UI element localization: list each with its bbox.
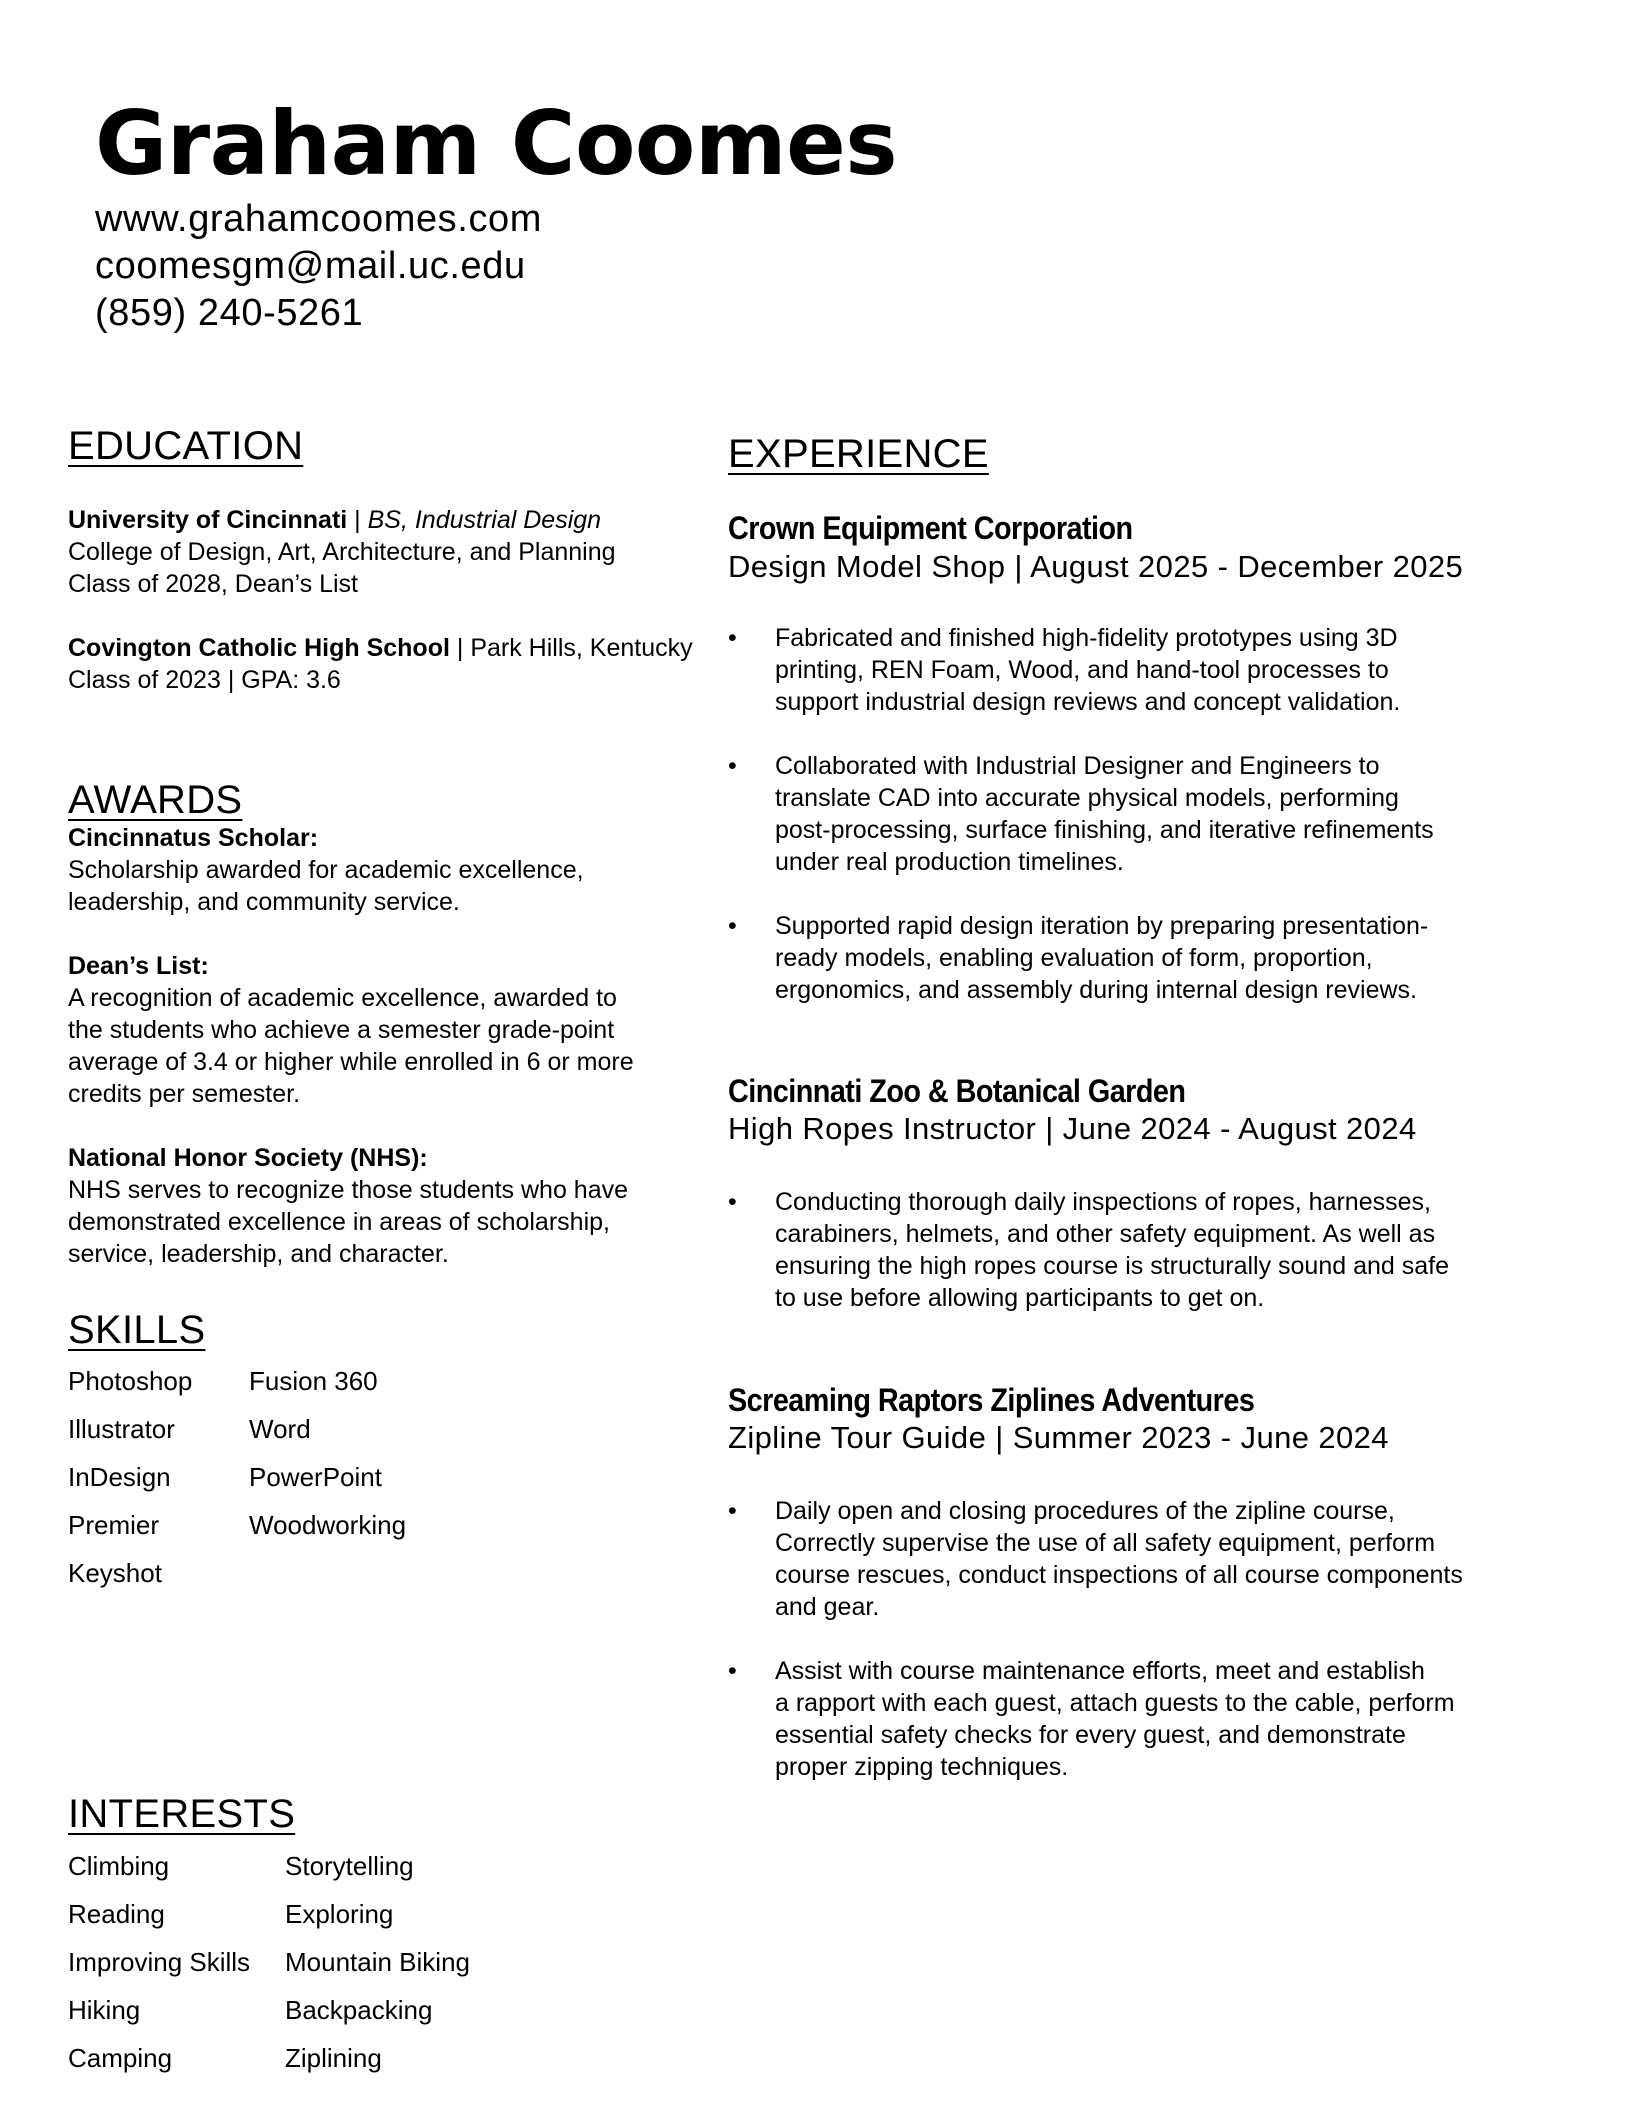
- interest-item: Backpacking: [285, 1995, 433, 2025]
- education-heading: EDUCATION: [68, 424, 304, 468]
- bullet-line: Correctly supervise the use of all safety equipment, perform: [775, 1529, 1436, 1557]
- interests-heading: INTERESTS: [68, 1792, 296, 1836]
- interest-item: Mountain Biking: [285, 1947, 470, 1977]
- award-desc-line: leadership, and community service.: [68, 888, 460, 916]
- skills-heading: SKILLS: [68, 1308, 206, 1352]
- list-item: [728, 910, 1528, 1006]
- award-deans-list: [68, 950, 634, 1110]
- list-item: [728, 1186, 1528, 1314]
- award-desc-line: service, leadership, and character.: [68, 1240, 449, 1268]
- experience-heading: EXPERIENCE: [728, 432, 989, 476]
- job-company: Cincinnati Zoo & Botanical Garden: [728, 1073, 1186, 1109]
- bullet-line: under real production timelines.: [775, 848, 1124, 876]
- interests-column-2: [285, 1842, 470, 2082]
- bullet-line: a rapport with each guest, attach guests to the cable, perform: [775, 1689, 1455, 1717]
- college-line: College of Design, Art, Architecture, and Planning: [68, 538, 616, 566]
- skill-item: PowerPoint: [249, 1462, 382, 1492]
- candidate-name: Graham Coomes: [95, 92, 898, 195]
- job-role: Design Model Shop | August 2025 - December 2025: [728, 549, 1464, 584]
- award-name: Dean’s List:: [68, 952, 209, 980]
- list-item: [728, 622, 1528, 718]
- interest-item: Storytelling: [285, 1851, 414, 1881]
- job-bullets: [728, 1495, 1528, 1815]
- interest-item: Exploring: [285, 1899, 394, 1929]
- job-role: Zipline Tour Guide | Summer 2023 - June 2024: [728, 1420, 1389, 1455]
- skills-column-2: [249, 1357, 406, 1549]
- award-desc-line: NHS serves to recognize those students who have: [68, 1176, 629, 1204]
- award-name: Cincinnatus Scholar:: [68, 824, 319, 852]
- bullet-icon: •: [728, 1497, 737, 1525]
- bullet-line: carabiners, helmets, and other safety equipment. As well as: [775, 1220, 1436, 1248]
- bullet-line: ready models, enabling evaluation of form, proportion,: [775, 944, 1373, 972]
- interest-item: Hiking: [68, 1995, 141, 2025]
- bullet-line: Fabricated and finished high-fidelity prototypes using 3D: [775, 624, 1398, 652]
- bullet-line: course rescues, conduct inspections of all course components: [775, 1561, 1463, 1589]
- bullet-icon: •: [728, 752, 737, 780]
- school-name: University of Cincinnati: [68, 506, 348, 534]
- job-company: Crown Equipment Corporation: [728, 510, 1133, 546]
- award-name: National Honor Society (NHS):: [68, 1144, 428, 1172]
- contact-block: [95, 196, 542, 337]
- phone-number: (859) 240-5261: [95, 292, 364, 334]
- email-link[interactable]: coomesgm@mail.uc.edu: [95, 245, 526, 287]
- class-line: Class of 2028, Dean’s List: [68, 570, 358, 598]
- skill-item: Keyshot: [68, 1558, 162, 1588]
- bullet-line: essential safety checks for every guest, and demonstrate: [775, 1721, 1406, 1749]
- awards-heading: AWARDS: [68, 778, 243, 822]
- bullet-line: ensuring the high ropes course is structurally sound and safe: [775, 1252, 1449, 1280]
- bullet-line: to use before allowing participants to get on.: [775, 1284, 1265, 1312]
- interest-item: Climbing: [68, 1851, 170, 1881]
- skill-item: Word: [249, 1414, 311, 1444]
- skill-item: InDesign: [68, 1462, 171, 1492]
- award-desc-line: demonstrated excellence in areas of scholarship,: [68, 1208, 610, 1236]
- degree: BS, Industrial Design: [367, 506, 602, 534]
- bullet-line: support industrial design reviews and concept validation.: [775, 688, 1401, 716]
- award-desc-line: average of 3.4 or higher while enrolled in 6 or more: [68, 1048, 634, 1076]
- list-item: [728, 1655, 1528, 1783]
- award-desc-line: A recognition of academic excellence, awarded to: [68, 984, 617, 1012]
- bullet-line: translate CAD into accurate physical models, performing: [775, 784, 1399, 812]
- skill-item: Premier: [68, 1510, 160, 1540]
- bullet-line: proper zipping techniques.: [775, 1753, 1069, 1781]
- bullet-line: Supported rapid design iteration by preparing presentation-: [775, 912, 1429, 940]
- bullet-icon: •: [728, 1188, 737, 1216]
- interest-item: Improving Skills: [68, 1947, 251, 1977]
- bullet-line: Assist with course maintenance efforts, meet and establish: [775, 1657, 1425, 1685]
- school-name: Covington Catholic High School: [68, 634, 450, 662]
- job-bullets: [728, 1186, 1528, 1346]
- separator: |: [449, 634, 471, 662]
- skill-item: Fusion 360: [249, 1366, 378, 1396]
- education-entry-ccs: [68, 632, 693, 696]
- skill-item: Photoshop: [68, 1366, 193, 1396]
- skills-column-1: [68, 1357, 192, 1597]
- job-company: Screaming Raptors Ziplines Adventures: [728, 1382, 1255, 1418]
- award-desc-line: the students who achieve a semester grade-point: [68, 1016, 615, 1044]
- award-desc-line: Scholarship awarded for academic excellence,: [68, 856, 584, 884]
- website-link[interactable]: www.grahamcoomes.com: [95, 198, 543, 240]
- list-item: [728, 750, 1528, 878]
- award-cincinnatus: [68, 822, 584, 918]
- bullet-icon: •: [728, 1657, 737, 1685]
- education-entry-uc: [68, 504, 616, 600]
- job-bullets: [728, 622, 1528, 1038]
- school-location: Park Hills, Kentucky: [470, 634, 693, 662]
- skill-item: Illustrator: [68, 1414, 175, 1444]
- separator: |: [347, 506, 368, 534]
- bullet-icon: •: [728, 912, 737, 940]
- bullet-line: Collaborated with Industrial Designer and Engineers to: [775, 752, 1380, 780]
- bullet-line: Daily open and closing procedures of the zipline course,: [775, 1497, 1395, 1525]
- interests-column-1: [68, 1842, 250, 2082]
- class-line: Class of 2023 | GPA: 3.6: [68, 666, 341, 694]
- skill-item: Woodworking: [249, 1510, 407, 1540]
- job-role: High Ropes Instructor | June 2024 - August 2024: [728, 1111, 1417, 1146]
- interest-item: Reading: [68, 1899, 165, 1929]
- list-item: [728, 1495, 1528, 1623]
- award-nhs: [68, 1142, 628, 1270]
- bullet-line: ergonomics, and assembly during internal design reviews.: [775, 976, 1417, 1004]
- bullet-line: printing, REN Foam, Wood, and hand-tool processes to: [775, 656, 1389, 684]
- award-desc-line: credits per semester.: [68, 1080, 301, 1108]
- bullet-line: post-processing, surface finishing, and iterative refinements: [775, 816, 1434, 844]
- bullet-line: Conducting thorough daily inspections of ropes, harnesses,: [775, 1188, 1431, 1216]
- bullet-line: and gear.: [775, 1593, 880, 1621]
- bullet-icon: •: [728, 624, 737, 652]
- interest-item: Ziplining: [285, 2043, 382, 2073]
- interest-item: Camping: [68, 2043, 173, 2073]
